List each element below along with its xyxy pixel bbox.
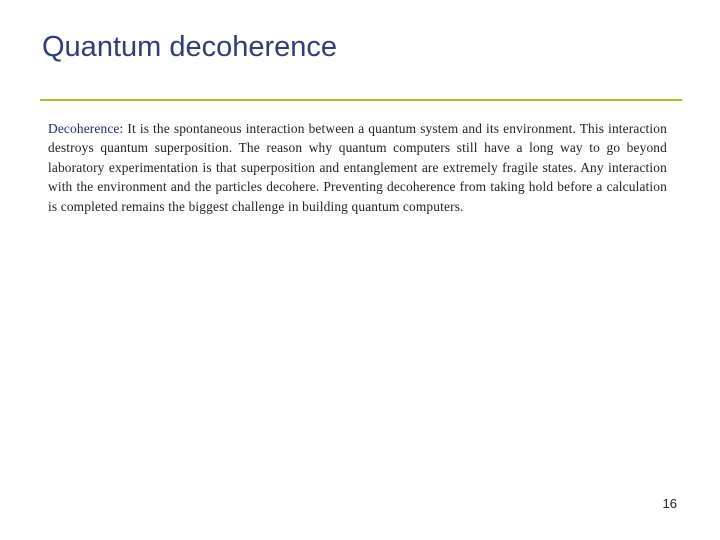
slide-title: Quantum decoherence (42, 31, 338, 63)
definition-term: Decoherence (48, 121, 120, 136)
page-number: 16 (662, 496, 677, 511)
definition-text: : It is the spontaneous interaction between a quantum system and its environment. This interaction destroys quantum superposition. The reason why quantum computers still have a long way to go beyond laboratory experimentation is that superposition and entanglement are extremely fragile states. Any interaction with the environment and the particles decohere. Preventing decoherence from taking hold before a calculation is completed remains the biggest challenge in building quantum computers. (48, 121, 667, 214)
title-divider (40, 99, 682, 101)
body-paragraph (48, 119, 667, 216)
